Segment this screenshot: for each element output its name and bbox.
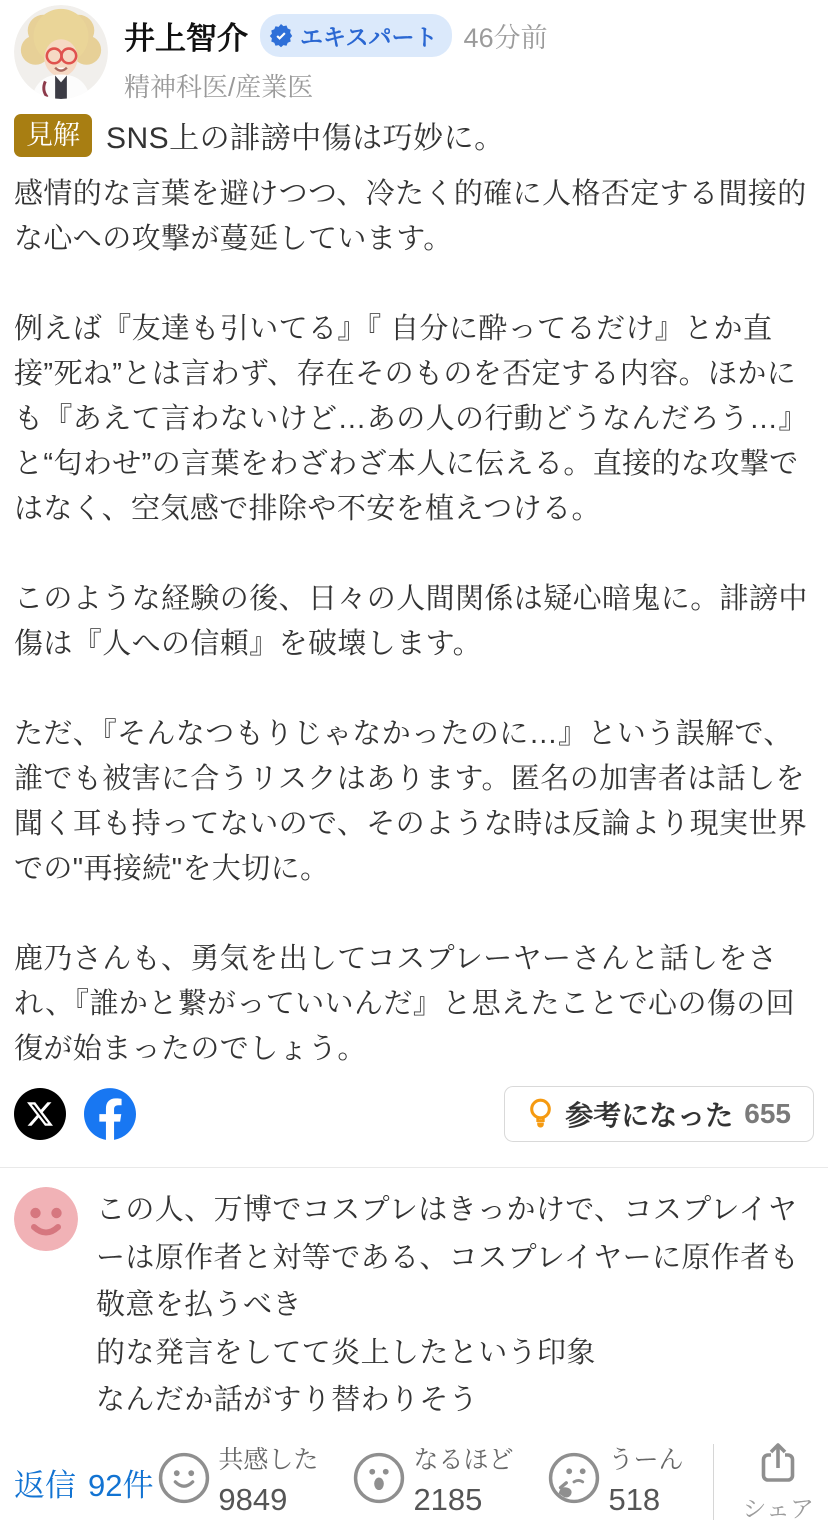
comment-body xyxy=(14,172,814,1072)
helpful-count: 655 xyxy=(744,1098,791,1129)
body-paragraph: 例えば『友達も引いてる』『 自分に酔ってるだけ』とか直接”死ね”とは言わず、存在そのものを否定する内容。ほかにも『あえて言わないけど…あの人の行動どうなんだろう…』と“匂わせ”の言葉をわざわざ本人に伝える。直接的な攻撃ではなく、空気感で排除や不安を植えつける。 xyxy=(14,313,808,525)
comment-title: SNS上の誹謗中傷は巧妙に。 xyxy=(106,122,505,155)
reaction-hmm-button[interactable] xyxy=(547,1445,683,1518)
user-comment-text xyxy=(96,1187,814,1425)
vertical-divider xyxy=(713,1444,714,1520)
thinking-face-icon xyxy=(547,1451,601,1505)
facebook-logo-icon xyxy=(84,1087,136,1141)
reply-label: 返信 xyxy=(14,1467,76,1503)
surprised-face-icon xyxy=(352,1451,406,1505)
smile-face-icon xyxy=(157,1451,211,1505)
commenter-avatar-face-icon xyxy=(14,1187,78,1251)
reaction-count: 2185 xyxy=(413,1482,483,1518)
share-facebook-button[interactable] xyxy=(84,1088,136,1140)
verified-seal-icon xyxy=(269,24,293,48)
comment-line: この人、万博でコスプレはきっかけで、コスプレイヤーは原作者と対等である、コスプレイヤーに原作者も敬意を払うべき xyxy=(96,1194,799,1321)
reaction-bar xyxy=(14,1441,814,1524)
reaction-count: 9849 xyxy=(218,1482,288,1518)
expert-badge-label: エキスパート xyxy=(300,24,438,50)
body-paragraph: このような経験の後、日々の人間関係は疑心暗鬼に。誹謗中傷は『人への信頼』を破壊します。 xyxy=(14,583,808,660)
reply-count: 92件 xyxy=(88,1467,154,1503)
author-profession: 精神科医/産業医 xyxy=(124,72,314,102)
helpful-button[interactable] xyxy=(504,1086,814,1142)
author-name[interactable]: 井上智介 xyxy=(124,21,248,56)
timestamp: 46分前 xyxy=(463,23,548,53)
lightbulb-icon xyxy=(527,1098,554,1131)
reaction-empathy-button[interactable] xyxy=(157,1445,318,1518)
commenter-avatar[interactable] xyxy=(14,1187,78,1251)
reaction-label: なるほど xyxy=(413,1446,514,1475)
title-row xyxy=(14,113,814,157)
comment-header xyxy=(14,0,814,104)
body-paragraph: 感情的な言葉を避けつつ、冷たく的確に人格否定する間接的な心への攻撃が蔓延しています。 xyxy=(14,178,807,255)
section-divider xyxy=(0,1167,828,1168)
comment-line: 的な発言をしてて炎上したという印象 xyxy=(96,1336,596,1369)
reaction-label: 共感した xyxy=(218,1446,319,1475)
body-paragraph: ただ、『そんなつもりじゃなかったのに…』という誤解で、誰でも被害に合うリスクはあります。匿名の加害者は話しを聞く耳も持ってないので、そのような時は反論より現実世界での"再接続"を大切に。 xyxy=(14,718,808,885)
reactions-group xyxy=(157,1445,683,1518)
author-avatar-image xyxy=(14,5,108,99)
user-comment xyxy=(14,1187,814,1425)
x-logo-icon xyxy=(27,1101,53,1127)
share-button-label: シェア xyxy=(742,1495,814,1523)
share-row xyxy=(14,1086,814,1142)
share-icon xyxy=(758,1441,798,1485)
share-x-button[interactable] xyxy=(14,1088,66,1140)
opinion-label: 見解 xyxy=(14,114,92,157)
helpful-button-label: 参考になった xyxy=(565,1100,734,1131)
reply-link[interactable] xyxy=(14,1460,153,1505)
share-button[interactable] xyxy=(742,1441,814,1524)
expert-badge xyxy=(260,14,452,57)
author-avatar[interactable] xyxy=(14,5,108,99)
comment-line: なんだか話がすり替わりそう xyxy=(96,1384,479,1416)
reaction-isee-button[interactable] xyxy=(352,1445,513,1518)
reaction-count: 518 xyxy=(608,1482,661,1518)
body-paragraph: 鹿乃さんも、勇気を出してコスプレーヤーさんと話しをされ、『誰かと繋がっていいんだ』と思えたことで心の傷の回復が始まったのでしょう。 xyxy=(14,943,796,1065)
author-info xyxy=(124,5,548,104)
reaction-label: うーん xyxy=(608,1446,684,1475)
